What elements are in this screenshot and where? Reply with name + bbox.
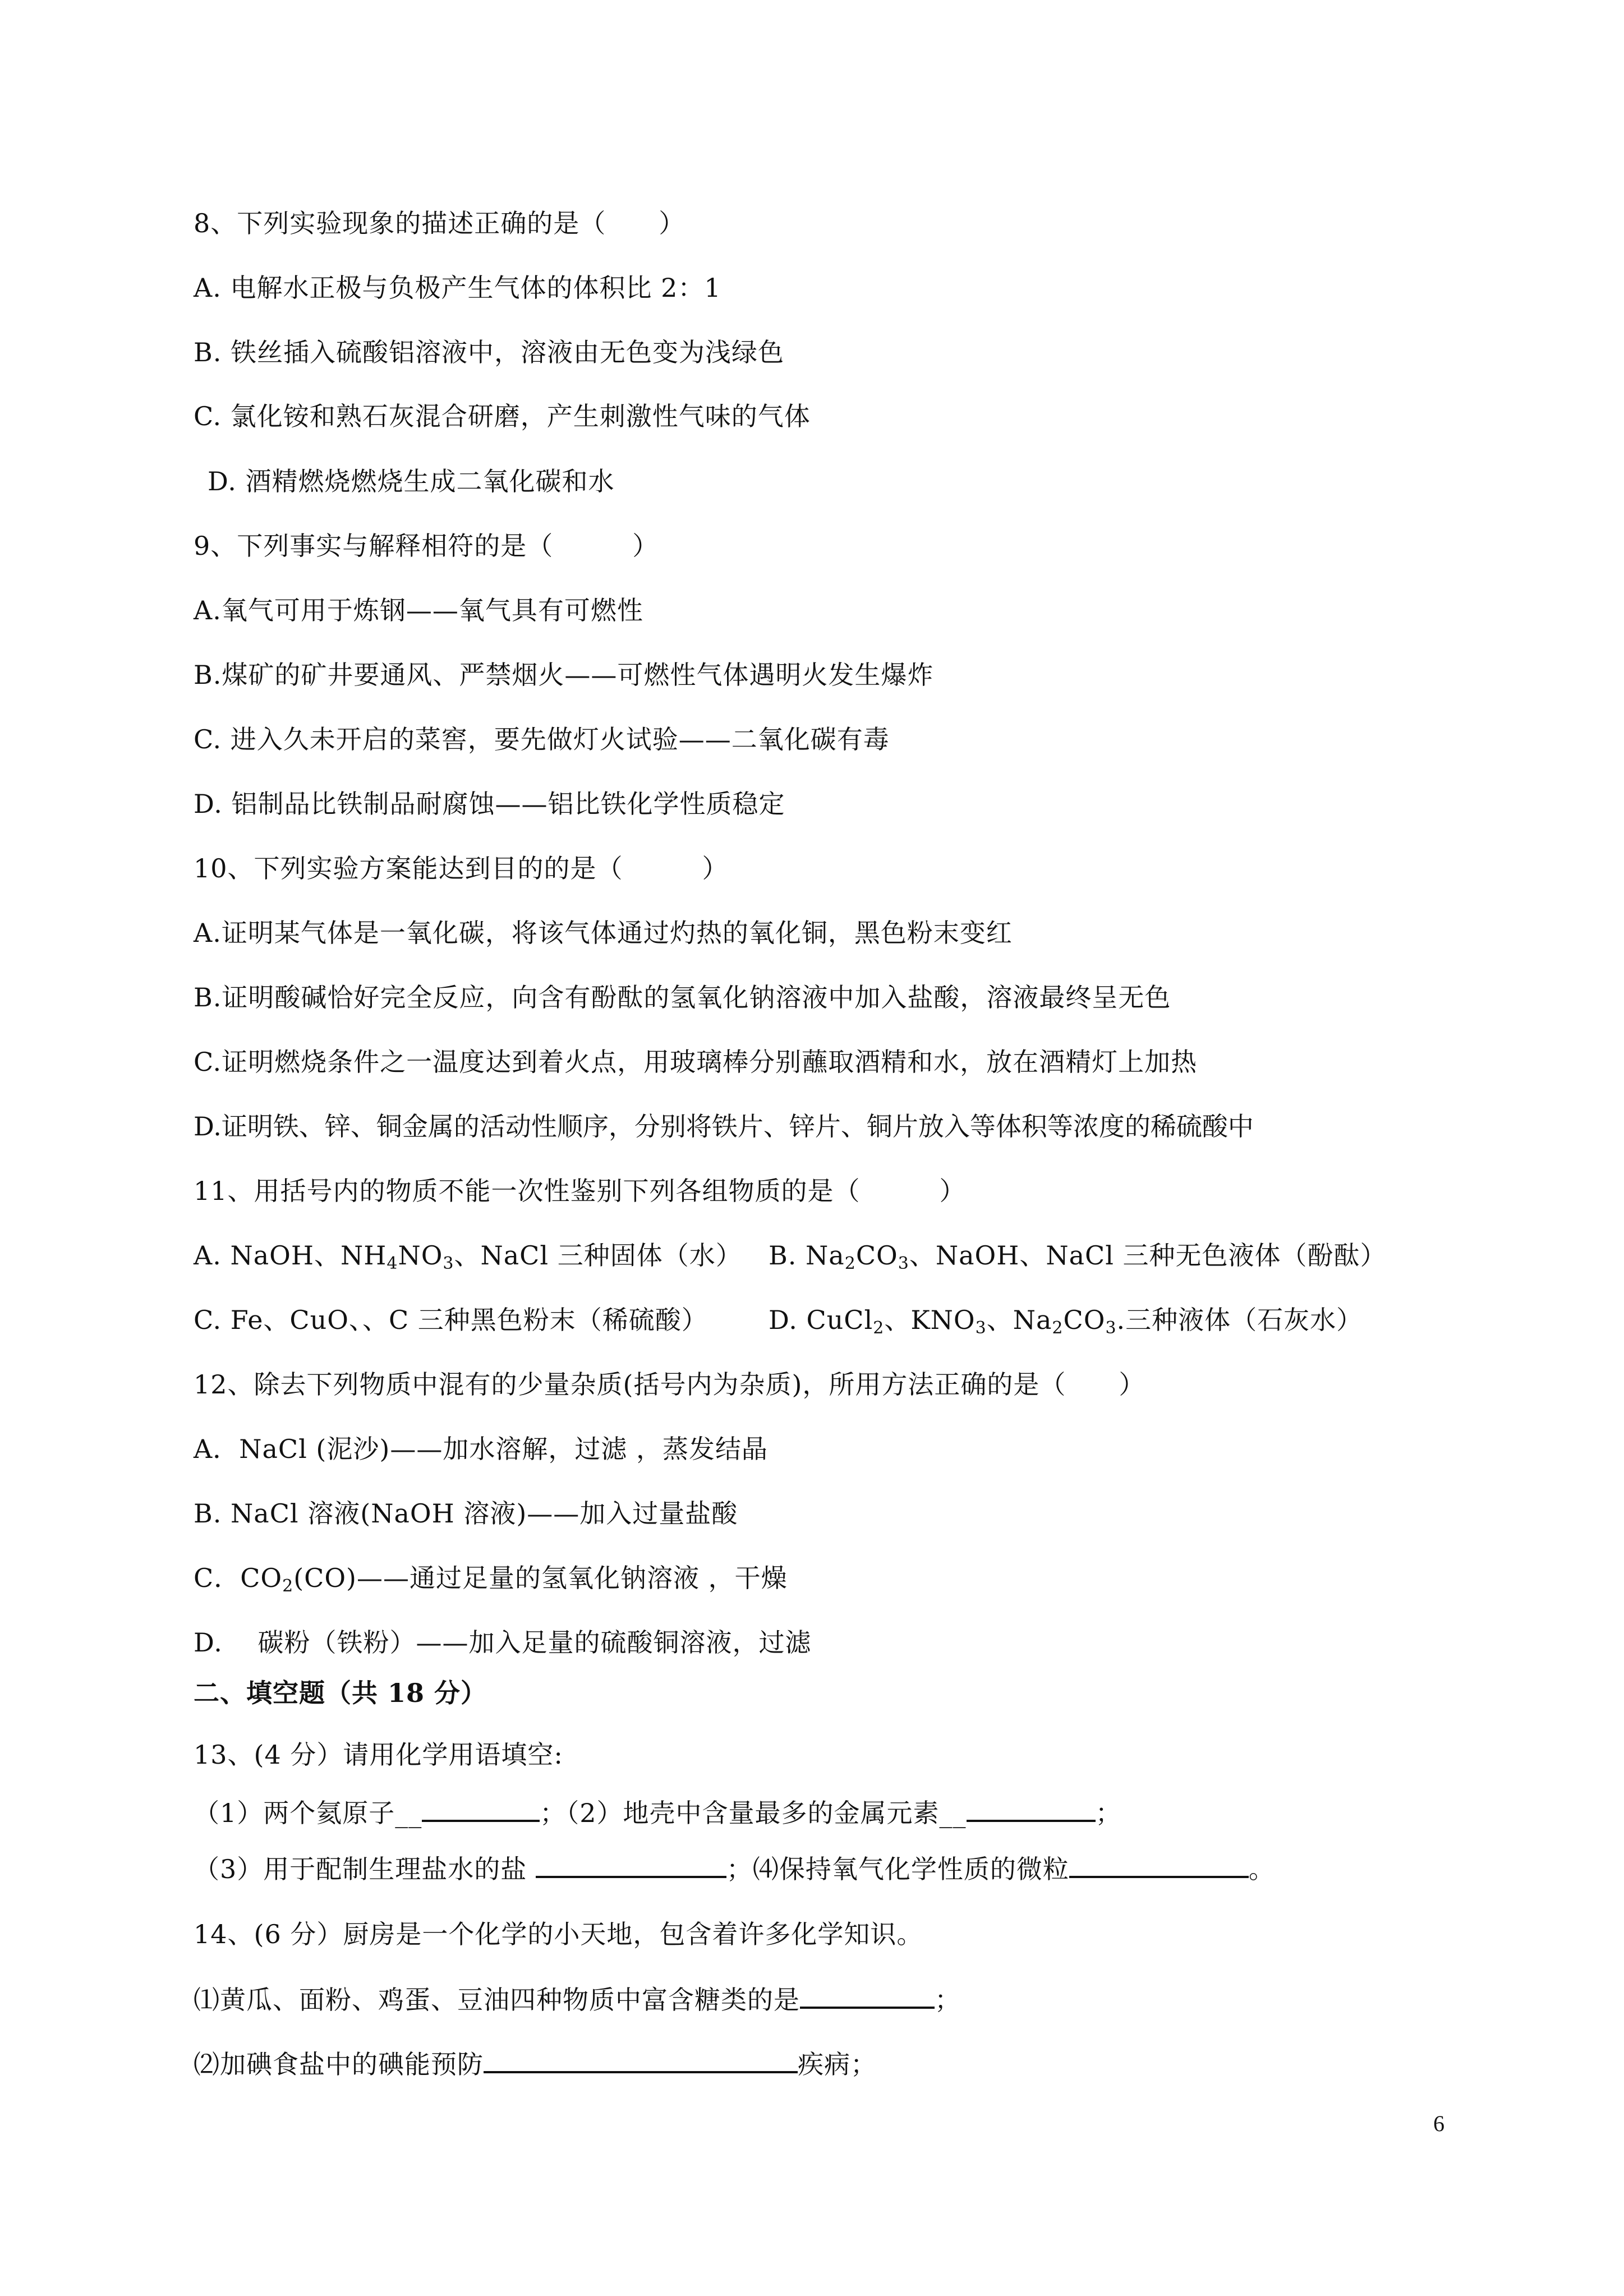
answer-blank[interactable] [422, 1795, 540, 1822]
q9-option-b: B.煤矿的矿井要通风、严禁烟火——可燃性气体遇明火发生爆炸 [194, 660, 934, 690]
answer-blank[interactable] [536, 1851, 726, 1878]
q9-option-c: C. 进入久未开启的菜窖，要先做灯火试验——二氧化碳有毒 [194, 724, 890, 754]
q11-option-d: D. CuCl$_2$、$KNO_3$、$Na_2CO_3$.三种液体（石灰水） [769, 1305, 1363, 1338]
q8-option-d: D. 酒精燃烧燃烧生成二氧化碳和水 [208, 466, 615, 496]
answer-blank[interactable] [967, 1795, 1096, 1822]
q9-stem: 9、下列事实与解释相符的是（ ） [194, 531, 659, 561]
answer-blank[interactable] [800, 1982, 935, 2009]
q11-stem: 11、用括号内的物质不能一次性鉴别下列各组物质的是（ ） [194, 1176, 966, 1206]
q8-option-a: A. 电解水正极与负极产生气体的体积比 2：1 [194, 273, 721, 303]
q14-line-2: ⑵加碘食盐中的碘能预防 疾病； [194, 2046, 877, 2081]
q12-option-b: B. NaCl 溶液(NaOH 溶液)——加入过量盐酸 [194, 1498, 738, 1529]
q11-option-c: C. Fe、CuO、、C 三种黑色粉末（稀硫酸） [194, 1305, 708, 1335]
q14-line-1: ⑴黄瓜、面粉、鸡蛋、豆油四种物质中富含糖类的是 ； [194, 1982, 961, 2017]
q12-option-a: A．NaCl (泥沙)——加水溶解，过滤 ，蒸发结晶 [194, 1434, 768, 1464]
q13-line-2: （3）用于配制生理盐水的盐 ；⑷保持氧气化学性质的微粒 。 [194, 1851, 1275, 1886]
q12-stem: 12、除去下列物质中混有的少量杂质(括号内为杂质)，所用方法正确的是（ ） [194, 1369, 1145, 1400]
q13-stem: 13、(4 分）请用化学用语填空: [194, 1740, 563, 1770]
page-number: 6 [1433, 2111, 1444, 2136]
q12-option-d: D. 碳粉（铁粉）——加入足量的硫酸铜溶液，过滤 [194, 1627, 812, 1658]
q8-stem: 8、下列实验现象的描述正确的是（ ） [194, 208, 686, 238]
q12-option-c: C．$CO_2(CO)——$通过足量的氢氧化钠溶液 ，干燥 [194, 1563, 788, 1596]
q9-option-a: A.氧气可用于炼钢——氧气具有可燃性 [194, 595, 643, 625]
q11-option-a: A. NaOH、$NH_4NO_3$、NaCl 三种固体（水） [194, 1240, 742, 1273]
q8-option-c: C. 氯化铵和熟石灰混合研磨，产生刺激性气味的气体 [194, 401, 811, 431]
q13-line-1: （1）两个氦原子__ ；（2）地壳中含量最多的金属元素__ ； [194, 1795, 1122, 1830]
q11-option-b: B. $Na_2CO_3$、NaOH、NaCl 三种无色液体（酚酞） [769, 1240, 1387, 1273]
q11-row-1 [194, 1239, 742, 1272]
q14-stem: 14、(6 分）厨房是一个化学的小天地，包含着许多化学知识。 [194, 1919, 923, 1949]
section-title: 二、填空题（共 18 分） [194, 1678, 487, 1708]
q10-option-c: C.证明燃烧条件之一温度达到着火点，用玻璃棒分别蘸取酒精和水，放在酒精灯上加热 [194, 1047, 1198, 1077]
answer-blank[interactable] [1069, 1851, 1249, 1878]
answer-blank[interactable] [484, 2046, 798, 2073]
q10-option-a: A.证明某气体是一氧化碳，将该气体通过灼热的氧化铜，黑色粉末变红 [194, 918, 1013, 948]
q9-option-d: D. 铝制品比铁制品耐腐蚀——铝比铁化学性质稳定 [194, 789, 785, 819]
q8-option-b: B. 铁丝插入硫酸铝溶液中，溶液由无色变为浅绿色 [194, 337, 785, 367]
q10-stem: 10、下列实验方案能达到目的的是（ ） [194, 853, 729, 884]
q10-option-d: D.证明铁、锌、铜金属的活动性顺序，分别将铁片、锌片、铜片放入等体积等浓度的稀硫酸中 [194, 1111, 1254, 1142]
q10-option-b: B.证明酸碱恰好完全反应，向含有酚酞的氢氧化钠溶液中加入盐酸，溶液最终呈无色 [194, 982, 1171, 1013]
